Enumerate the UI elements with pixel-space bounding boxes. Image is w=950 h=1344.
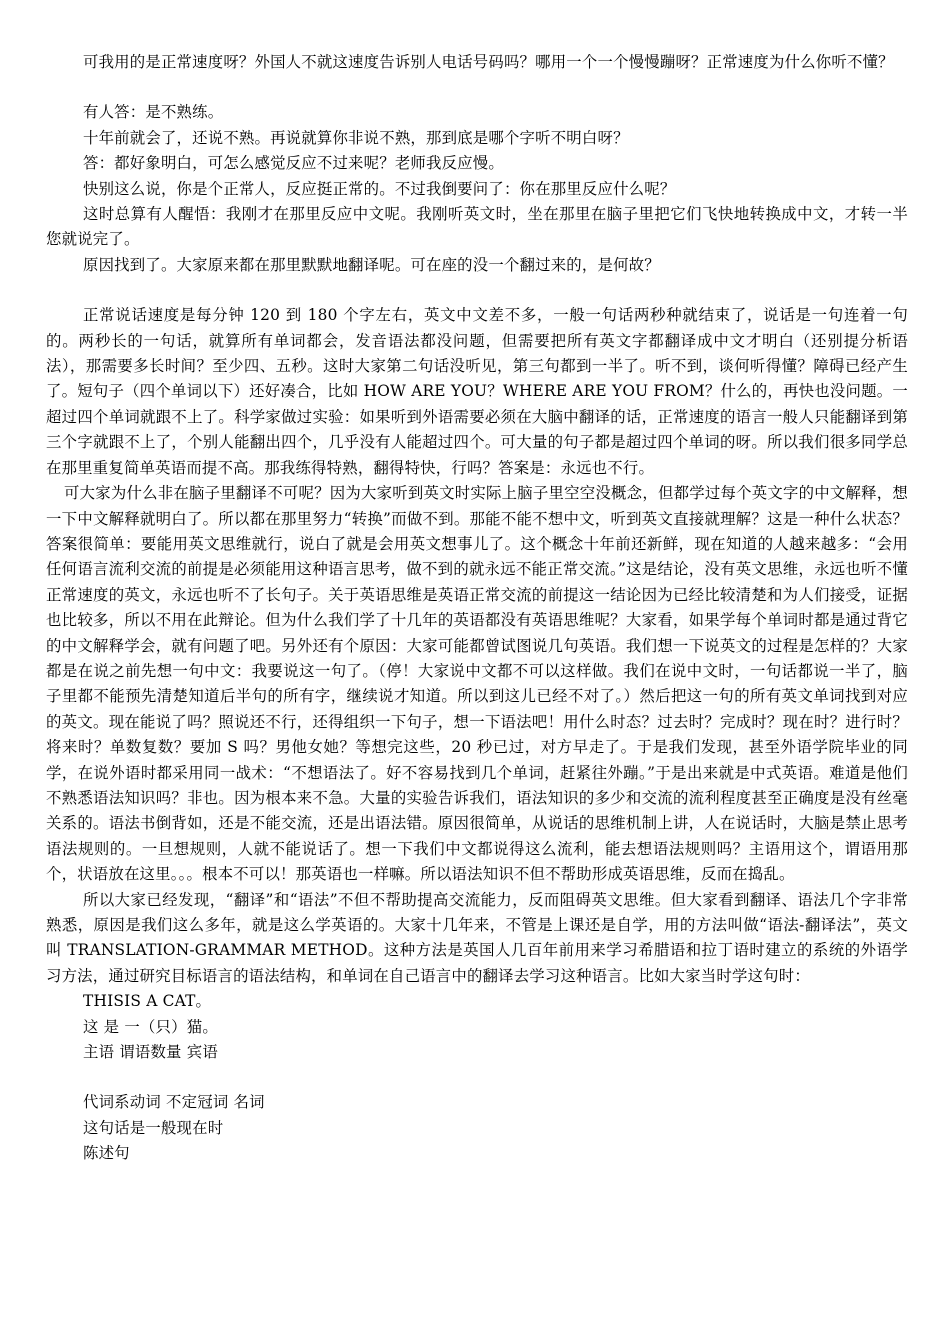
example-sentence: THISIS A CAT。 xyxy=(83,992,212,1011)
example-roles: 主语 谓语数量 宾语 xyxy=(83,1043,218,1062)
paragraph: 这时总算有人醒悟：我刚才在那里反应中文呢。我刚听英文时，坐在那里在脑子里把它们飞快地转换成中文，才转一半您就说完了。 xyxy=(46,205,908,249)
example-parts-of-speech: 代词系动词 不定冠词 名词 xyxy=(83,1093,265,1112)
paragraph: 有人答：是不熟练。 xyxy=(83,103,224,122)
paragraph: 可我用的是正常速度呀？外国人不就这速度告诉别人电话号码吗？哪用一个一个慢慢蹦呀？正常速度为什么你听不懂？ xyxy=(83,53,894,71)
blank-line xyxy=(46,75,908,100)
paragraph: 答：都好象明白，可怎么感觉反应不过来呢？老师我反应慢。 xyxy=(83,154,504,173)
paragraph: 十年前就会了，还说不熟。再说就算你非说不熟，那到底是哪个字听不明白呀？ xyxy=(83,128,629,147)
blank-line xyxy=(46,278,908,303)
blank-line xyxy=(46,1065,908,1090)
document-page xyxy=(46,50,908,1167)
paragraph: 可大家为什么非在脑子里翻译不可呢？因为大家听到英文时实际上脑子里空空没概念，但都学过每个英文字的中文解释，想一下中文解释就明白了。所以都在那里努力“转换”而做不到。那能不能不想中文，听到英文直接就理解？这是一种什么状态？答案很简单：要能用英文思维就行，说白了就是会用英文想事儿了。这个概念十年前还新鲜，现在知道的人越来越多：“会用任何语言流利交流的前提是必须能用这种语言思考，做不到的就永远不能正常交流。”这是结论，没有英文思维，永远也听不懂正常速度的英文，永远也听不了长句子。关于英语思维是英语正常交流的前提这一结论因为已经比较清楚和为人们接受，证据也比较多，所以不用在此辩论。但为什么我们学了十几年的英语都没有英语思维呢？大家看，如果学每个单词时都是通过背它的中文解释学会，就有问题了吧。另外还有个原因：大家可能都曾试图说几句英语。我们想一下说英文的过程是怎样的？大家都是在说之前先想一句中文：我要说这一句了。（停！大家说中文都不可以这样做。我们在说中文时，一句话都说一半了，脑子里都不能预先清楚知道后半句的所有字，继续说才知道。所以到这儿已经不对了。）然后把这一句的所有英文单词找到对应的英文。现在能说了吗？照说还不行，还得组织一下句子，想一下语法吧！用什么时态？过去时？完成时？现在时？进行时？将来时？单数复数？要加 S 吗？男他女她？等想完这些，20 秒已过，对方早走了。于是我们发现，甚至外语学院毕业的同学，在说外语时都采用同一战术：“不想语法了。好不容易找到几个单词，赶紧往外蹦。”于是出来就是中式英语。难道是他们不熟悉语法知识吗？非也。因为根本来不急。大量的实验告诉我们，语法知识的多少和交流的流利程度甚至正确度是没有丝毫关系的。语法书倒背如，还是不能交流，还是出语法错。原因很简单，从说话的思维机制上讲，人在说话时，大脑是禁止思考语法规则的。一旦想规则，人就不能说话了。想一下我们中文都说得这么流利，能去想语法规则吗？主语用这个，谓语用那个，状语放在这里。。。根本不可以！那英语也一样嘛。所以语法知识不但不帮助形成英语思维，反而在捣乱。 xyxy=(46,484,908,884)
paragraph: 正常说话速度是每分钟 120 到 180 个字左右，英文中文差不多，一般一句话两秒种就结束了，说话是一句连着一句的。两秒长的一句话，就算所有单词都会，发音语法都没问题，但需要把所有英文字都翻译成中文才明白（还别提分析语法），那需要多长时间？至少四、五秒。这时大家第二句话没听见，第三句都到一半了。听不到，谈何听得懂？障碍已经产生了。短句子（四个单词以下）还好凑合，比如 HOW ARE YOU？WHERE ARE YOU FROM？什么的，再快也没问题。一超过四个单词就跟不上了。科学家做过实验：如果听到外语需要必须在大脑中翻译的话，正常速度的语言一般人只能翻译到第三个字就跟不上了，个别人能翻出四个，几乎没有人能超过四个。可大量的句子都是超过四个单词的呀。所以我们很多同学总在那里重复简单英语而提不高。那我练得特熟，翻得特快，行吗？答案是：永远也不行。 xyxy=(46,306,908,477)
paragraph: 原因找到了。大家原来都在那里默默地翻译呢。可在座的没一个翻过来的，是何故？ xyxy=(83,255,660,274)
paragraph: 快别这么说，你是个正常人，反应挺正常的。不过我倒要问了：你在那里反应什么呢？ xyxy=(83,179,676,198)
paragraph: 所以大家已经发现，“翻译”和“语法”不但不帮助提高交流能力，反而阻碍英文思维。但大家看到翻译、语法几个字非常熟悉，原因是我们这么多年，就是这么学英语的。大家十几年来，不管是上课还是自学，用的方法叫做“语法-翻译法”，英文叫 TRANSLATION-GRAMMAR METHOD。这种方法是英国人几百年前用来学习希腊语和拉丁语时建立的系统的外语学习方法，通过研究目标语言的语法结构，和单词在自己语言中的翻译去学习这种语言。比如大家当时学这句时： xyxy=(46,890,908,985)
example-translation: 这 是 一（只）猫。 xyxy=(83,1017,218,1036)
example-tense: 这句话是一般现在时 xyxy=(83,1118,224,1137)
example-sentence-type: 陈述句 xyxy=(83,1144,130,1163)
